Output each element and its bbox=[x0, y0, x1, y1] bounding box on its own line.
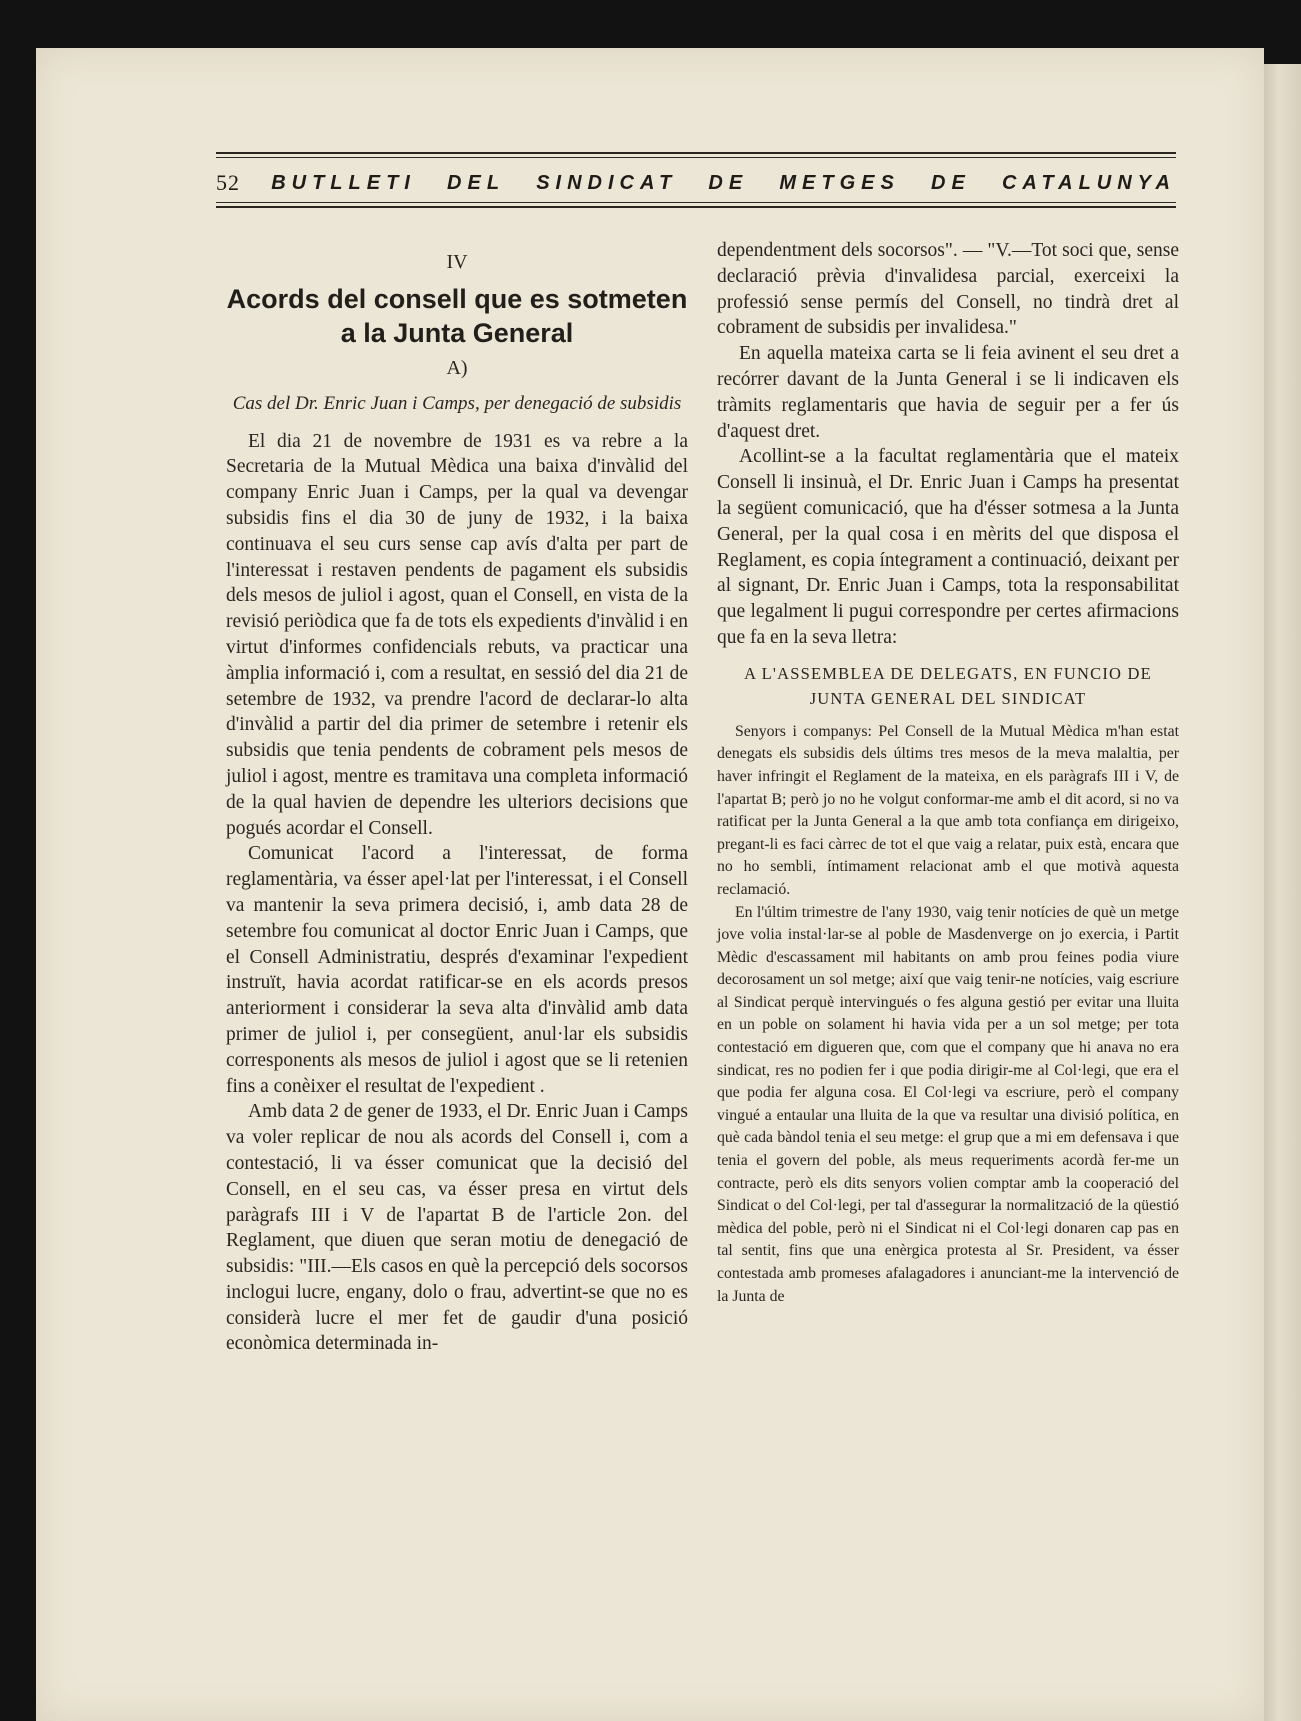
left-column bbox=[226, 238, 688, 1357]
header-line bbox=[216, 166, 1176, 200]
right-column bbox=[717, 238, 1179, 1308]
next-page-edge bbox=[1264, 64, 1301, 1721]
header-rule bbox=[216, 202, 1176, 203]
article-title bbox=[226, 282, 688, 350]
body-paragraph: Comunicat l'acord a l'interessat, de forma reglamentària, va ésser apel·lat per l'interessat, i el Consell va mantenir la seva primera decisió, i, amb data 28 de setembre fou comunicat al doctor Enric Juan i Camps, que el Consell Administratiu, després d'examinar l'expedient instruït, havia acordat ratificar-se en els acords presos anteriorment i considerar la seva alta d'invàlid amb data primer de juliol i, per consegüent, anul·lar els subsidis corresponents als mesos de juliol i agost que se li retenien fins a conèixer el resultat de l'expedient . bbox=[226, 843, 688, 1097]
letter-heading: A L'ASSEMBLEA DE DELEGATS, EN FUNCIO DE JUNTA GENERAL DEL SINDICAT bbox=[744, 663, 1152, 708]
letter-paragraph: En l'últim trimestre de l'any 1930, vaig tenir notícies de què un metge jove volia instal·lar-se al poble de Masdenverge on jo exercia, i Partit Mèdic d'escassament mil habitants on amb prou feines podia viure decorosament un sol metge; així que vaig tenir-ne notícies, vaig escriure al Sindicat perquè intervingués o fes alguna gestió per evitar una lluita en un poble on solament hi havia vida per a un sol metge; per tota contestació em digueren que, com que el company que hi anava no era sindicat, res no podien fer i que podia dirigir-me al Col·legi, que era el que podia fer alguna cosa. El Col·legi va escriure, però el company vingué a entaular una lluita de la que va resultar una divisió política, en què cada bàndol tenia el seu metge: el grup que a mi em defensava i que tenia el govern del poble, als meus requeriments acordà fer-me un contracte, però els dits senyors volien comptar amb la cooperació del Sindicat o del Col·legi, per tal d'assegurar la normalització de la qüestió mèdica del poble, però ni el Sindicat ni el Col·legi donaren cap pas en tal sentit, fins que una enèrgica protesta al Sr. President, va ésser contestada amb promeses afalagadores i anunciant-me la intervenció de la Junta de bbox=[717, 903, 1179, 1305]
header-word: SINDICAT bbox=[536, 171, 678, 194]
header-word: DEL bbox=[447, 171, 506, 194]
subsection-label: A) bbox=[446, 356, 468, 379]
letter-body bbox=[717, 721, 1179, 1308]
header-word: CATALUNYA bbox=[1001, 171, 1176, 194]
running-header bbox=[216, 152, 1176, 212]
header-rule bbox=[216, 157, 1176, 158]
body-paragraph: dependentment dels socorsos". — "V.—Tot soci que, sense declaració prèvia d'invalidesa parcial, exerceixi la professió sense permís del Consell, no tindrà dret al cobrament de subsidis per invalidesa." bbox=[717, 240, 1179, 339]
letter-paragraph: Senyors i companys: Pel Consell de la Mutual Mèdica m'han estat denegats els subsidis dels últims tres mesos de la meva malaltia, per haver infringit el Reglament de la mateixa, en els paràgrafs III i V, de l'apartat B; però jo no he volgut conformar-me amb el dit acord, si no va ratificat per la Junta General a la que amb tota confiança em dirigeixo, pregant-li es faci càrrec de tot el que vaig a relatar, puix està, encara que no ho sembli, íntimament relacionat amb el que motivà aquesta reclamació. bbox=[717, 722, 1179, 898]
page-number: 52 bbox=[216, 170, 240, 195]
header-word: DE bbox=[708, 171, 749, 194]
body-paragraph: Acollint-se a la facultat reglamentària que el mateix Consell li insinuà, el Dr. Enric Juan i Camps ha presentat la següent comunicació, que ha d'ésser sotmesa a la Junta General, per la qual cosa i en mèrits del que disposa el Reglament, es copia íntegrament a continuació, deixant per al signant, Dr. Enric Juan i Camps, tota la responsabilitat que legalment li pugui correspondre per certes afirmacions que fa en la seva lletra: bbox=[717, 446, 1179, 648]
article-title-line: a la Junta General bbox=[340, 317, 574, 348]
case-heading: Cas del Dr. Enric Juan i Camps, per denegació de subsidis bbox=[232, 392, 682, 414]
body-paragraph: Amb data 2 de gener de 1933, el Dr. Enric Juan i Camps va voler replicar de nou als acords del Consell i, com a contestació, li va ésser comunicat que la decisió del Consell, en el seu cas, va ésser presa en virtut dels paràgrafs III i V de l'apartat B de l'article 2on. del Reglament, que diuen que seran motiu de denegació de subsidis: "III.—Els casos en què la percepció dels socorsos inclogui lucre, engany, dolo o frau, advertint-se que no es considerà lucre el mer fet de gaudir d'una posició econòmica determinada in- bbox=[226, 1101, 688, 1355]
header-word: BUTLLETI bbox=[271, 171, 416, 194]
body-paragraph: El dia 21 de novembre de 1931 es va rebre a la Secretaria de la Mutual Mèdica una baixa d'invàlid del company Enric Juan i Camps, per la qual va devengar subsidis fins el dia 30 de juny de 1932, i la baixa continuava el seu curs sense cap avís d'alta per part de l'interessat i restaven pendents de pagament els subsidis dels mesos de juliol i agost, quan el Consell, en vista de la revisió periòdica que fa de tots els expedients d'invàlid i en virtut d'informes confidencials rebuts, va practicar una àmplia informació i, com a resultat, en sessió del dia 21 de setembre de 1932, va prendre l'acord de declarar-lo alta d'invàlid a partir del dia primer de setembre i retenir els subsidis que tenia pendents de cobrament pels mesos de juliol i agost, mentre es tramitava una completa informació de la qual havien de dependre les ulteriors decisions que pogués acordar el Consell. bbox=[226, 430, 688, 839]
body-paragraph: En aquella mateixa carta se li feia avinent el seu dret a recórrer davant de la Junta General i se li indicaven els tràmits reglamentaris que havia de seguir per a fer ús d'aquest dret. bbox=[717, 343, 1179, 442]
header-word: DE bbox=[931, 171, 971, 194]
header-rule bbox=[216, 206, 1176, 208]
header-word: METGES bbox=[779, 171, 900, 194]
header-rule bbox=[216, 152, 1176, 154]
section-number: IV bbox=[446, 251, 468, 273]
article-title-line: Acords del consell que es sotmeten bbox=[226, 283, 688, 314]
